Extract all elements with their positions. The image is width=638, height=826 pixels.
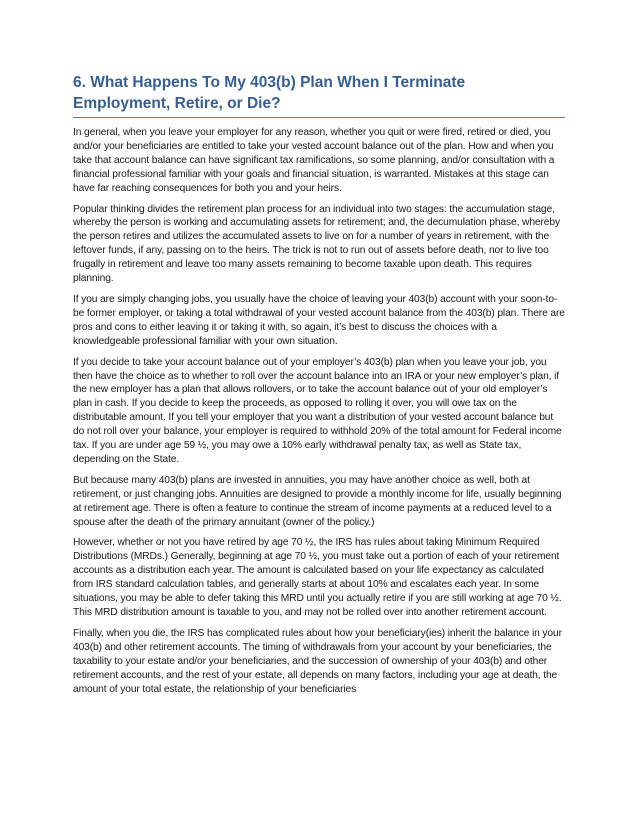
document-page (73, 72, 565, 703)
paragraph-leaving-employer: In general, when you leave your employer for any reason, whether you quit or were fired, retired or died, you and/or your beneficiaries are entitled to take your vested account balance out of the plan. How and when you take that account balance can have significant tax ramifications, so some planning, and/or consultation with a financial professional familiar with your goals and financial situation, is warranted. Mistakes at this stage can have far reaching consequences for both you and your heirs. (73, 127, 555, 194)
document-body (73, 126, 565, 696)
paragraph-annuities: But because many 403(b) plans are invested in annuities, you may have another choice as well, both at retirement, or just changing jobs. Annuities are designed to provide a monthly income for life, usually beginning at retirement age. There is often a feature to continue the stream of income payments at a reduced level to a spouse after the death of the primary annuitant (owner of the policy.) (73, 474, 562, 528)
paragraph-beneficiaries: Finally, when you die, the IRS has complicated rules about how your beneficiary(ies) inherit the balance in your 403(b) and other retirement accounts. The timing of withdrawals from your account by your beneficiaries, the taxability to your estate and/or your beneficiaries, and the succession of ownership of your 403(b) and other retirement accounts, and the rest of your estate, all depends on many factors, including your age at death, the amount of your total estate, the relationship of your beneficiaries (73, 627, 562, 695)
paragraph-rollover-choice: If you decide to take your account balance out of your employer’s 403(b) plan when you leave your job, you then have the choice as to whether to roll over the account balance into an IRA or your new employer’s plan, if the new employer has a plan that allows rollovers, or to take the account balance out of your old employer’s plan in cash. If you decide to keep the proceeds, as opposed to rolling it over, you will owe tax on the distributable amount. If you tell your employer that you want a distribution of your vested account balance but do not roll over your balance, your employer is required to withhold 20% of the total amount for Federal income tax. If you are under age 59 ½, you may owe a 10% early withdrawal penalty tax, as well as State tax, depending on the State. (73, 356, 562, 465)
paragraph-two-stages: Popular thinking divides the retirement plan process for an individual into two stages: the accumulation stage, whereby the person is working and accumulating assets for retirement; and, the decumulation phase, whereby the person retires and utilizes the accumulated assets to live on for a number of years in retirement, with the leftover funds, if any, passing on to the heirs. The trick is not to run out of assets before death, nor to live too frugally in retirement and leave too many assets remaining to become taxable upon death. This requires planning. (73, 203, 560, 285)
paragraph-changing-jobs: If you are simply changing jobs, you usually have the choice of leaving your 403(b) account with your soon-to-be former employer, or taking a total withdrawal of your vested account balance from the 403(b) plan. There are pros and cons to either leaving it or taking it with, so again, it’s best to discuss the choices with a knowledgeable professional familiar with your own situation. (73, 293, 565, 347)
paragraph-minimum-distributions: However, whether or not you have retired by age 70 ½, the IRS has rules about taking Minimum Required Distributions (MRDs.) Generally, beginning at age 70 ½, you must take out a portion of each of your retirement accounts as a distribution each year. The amount is calculated based on your life expectancy as calculated from IRS standard calculation tables, and generally starts at about 10% and escalates each year. In some situations, you may be able to defer taking this MRD until you actually retire if you are still working at age 70 ½. This MRD distribution amount is taxable to you, and may not be rolled over into another retirement account. (73, 537, 562, 618)
section-heading: 6. What Happens To My 403(b) Plan When I Terminate Employment, Retire, or Die? (73, 72, 565, 118)
